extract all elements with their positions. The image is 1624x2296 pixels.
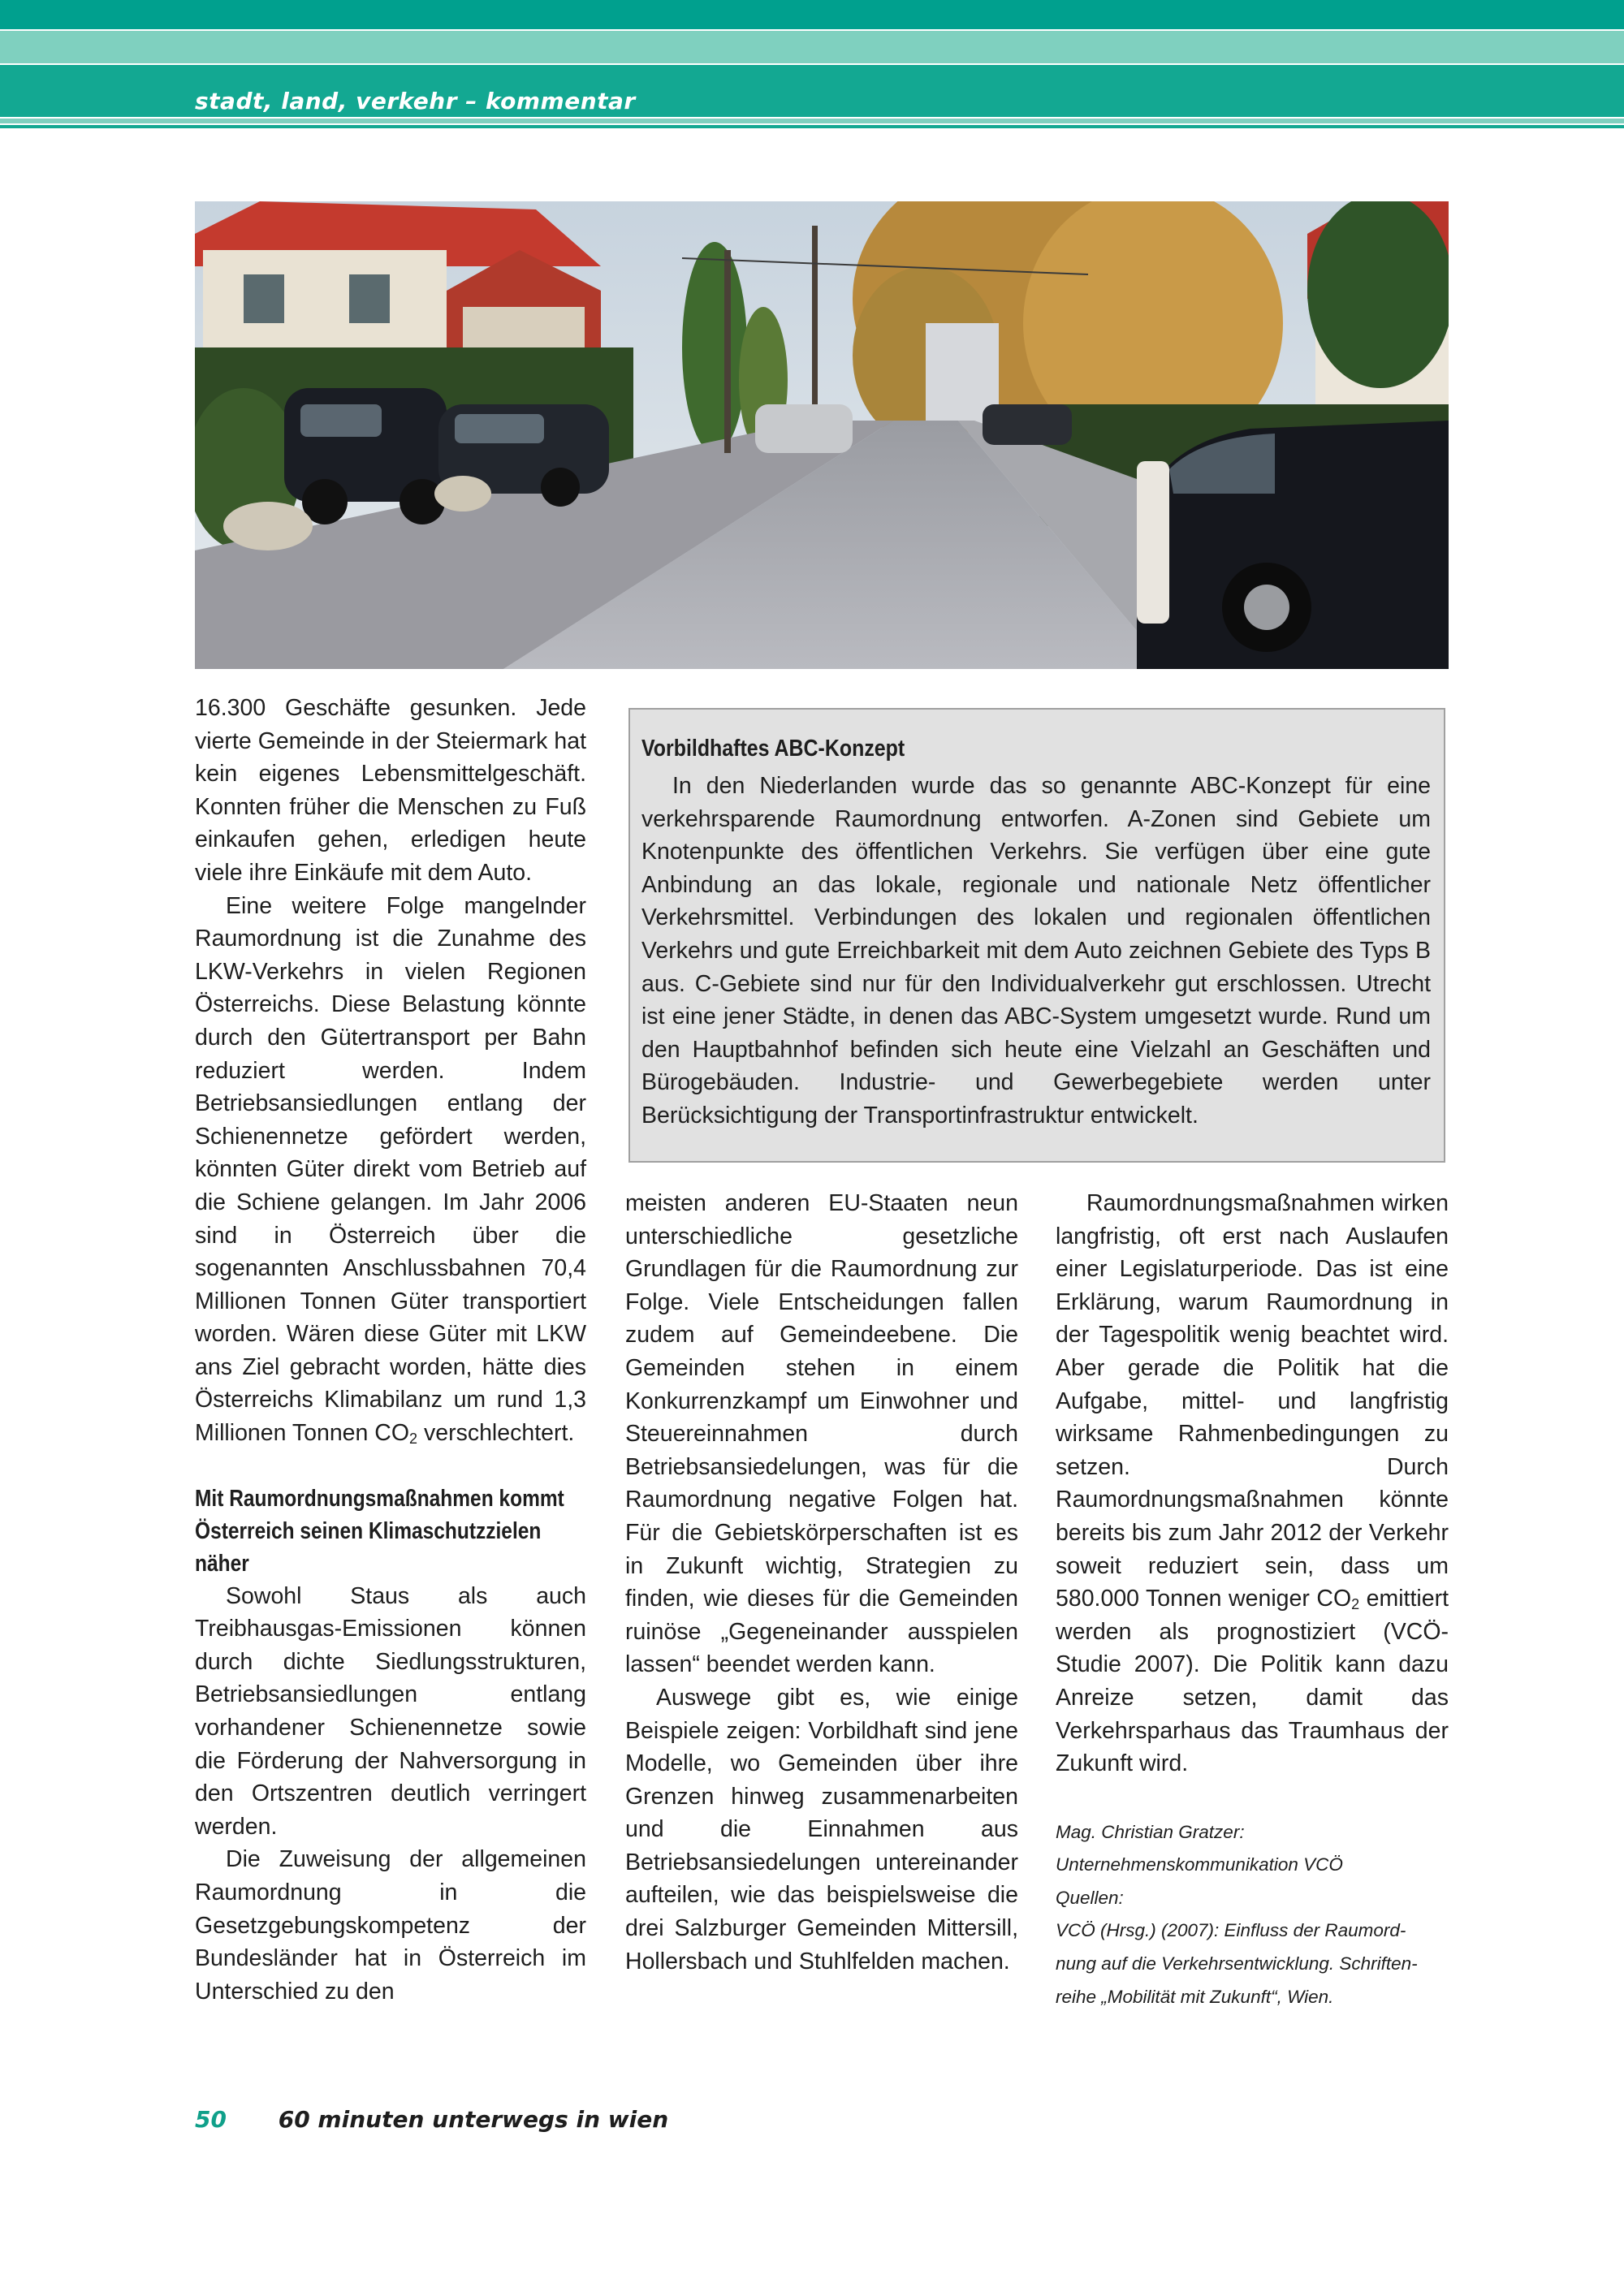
header-band-thin-light bbox=[0, 119, 1624, 123]
source-line-1: VCÖ (Hrsg.) (2007): Einfluss der Raumord- bbox=[1056, 1920, 1406, 1941]
footer-title: 60 minuten unterwegs in wien bbox=[278, 2106, 669, 2133]
header-band-thin-dark bbox=[0, 125, 1624, 128]
source-line-2: nung auf die Verkehrsentwicklung. Schriften- bbox=[1056, 1953, 1418, 1974]
col1-paragraph-3: Sowohl Staus als auch Treibhausgas-Emissionen können durch dichte Siedlungsstrukturen, Betriebsansiedlungen entlang vorhandener Schienennetze sowie die Förderung der Nahversorgung in den Ortszentren deutlich verringert werden. bbox=[195, 1582, 586, 1840]
col1-paragraph-2-text: Eine weitere Folge mangelnder Raumordnung ist die Zunahme des LKW-Verkehrs in vielen Regionen Österreichs. Diese Belastung könnte durch den Gütertransport per Bahn reduziert werden. Indem Betriebsansiedlungen entlang der Schienennetze gefördert werden, könnten Güter direkt vom Betrieb auf die Schiene gelangen. Im Jahr 2006 sind in Österreich über die sogenannten Anschlussbahnen 70,4 Millionen Tonnen Güter transportiert worden. Wären diese Güter mit LKW ans Ziel gebracht worden, hätte dies Österreichs Klimabilanz um rund 1,3 Millionen Tonnen bbox=[195, 892, 586, 1447]
co2-subscript: 2 bbox=[1351, 1596, 1360, 1613]
col1-paragraph-4: Die Zuweisung der allgemeinen Raumordnung in die Gesetzgebungskompetenz der Bundesländer hat in Österreich im Unterschied zu den bbox=[195, 1846, 586, 2005]
column-1 bbox=[195, 692, 586, 2008]
co2-text: CO bbox=[374, 1420, 410, 1447]
box-title: Vorbildhaftes ABC-Konzept bbox=[641, 736, 905, 762]
col3-paragraph-1-text: Raumordnungsmaßnahmen wirken langfristig, oft erst nach Auslaufen einer Legislaturperiode. Das ist eine Erklärung, warum Raumordnung in der Tagespolitik wenig beachtet wird. Aber gerade die Politik hat die Aufgabe, mittel- und langfristig wirksame Rahmenbedingungen zu setzen. Durch Raumordnungsmaßnahmen könnte bereits bis zum Jahr 2012 der Verkehr soweit reduziert sein, dass um 580.000 Tonnen weniger bbox=[1056, 1190, 1449, 1612]
column-2 bbox=[625, 1187, 1018, 1978]
credits bbox=[1056, 1816, 1449, 2014]
col1-paragraph-2 bbox=[195, 890, 586, 1450]
col1-paragraph-2-end: verschlechtert. bbox=[417, 1420, 575, 1447]
street-photo-icon bbox=[195, 201, 1449, 669]
box-text: In den Niederlanden wurde das so genannte ABC-Konzept für eine verkehrsparende Raumordnung entworfen. A-Zonen sind Gebiete um Knotenpunkte des öffentlichen Verkehrs. Sie verfügen über eine gute Anbindung an das lokale, regionale und nationale Netz öffentlicher Verkehrsmittel. Verbindungen des lokalen und regionalen öffentlichen Verkehrs und gute Erreichbarkeit mit dem Auto zeichnen Gebiete des Typs B aus. C-Gebiete sind nur für den Individualverkehr gut erschlossen. Utrecht ist eine jener Städte, in denen das ABC-System umgesetzt wurde. Rund um den Hauptbahnhof befinden sich heute eine Vielzahl an Geschäften und Bürogebäuden. Industrie- und Gewerbegebiete werden unter Berücksichtigung der Transportinfrastruktur entwickelt. bbox=[641, 773, 1431, 1129]
column-3 bbox=[1056, 1187, 1449, 2013]
credit-role: Unternehmenskommunikation VCÖ bbox=[1056, 1854, 1343, 1875]
abc-concept-box bbox=[628, 708, 1445, 1163]
sources-label: Quellen: bbox=[1056, 1887, 1124, 1908]
col3-paragraph-1-end: emittiert werden als prognostiziert (VCÖ-Studie 2007). Die Politik kann dazu Anreize setzen, damit das Verkehrsparhaus das Traumhaus der Zukunft wird. bbox=[1056, 1586, 1449, 1777]
section-title: stadt, land, verkehr – kommentar bbox=[195, 88, 636, 114]
col2-paragraph-2: Auswege gibt es, wie einige Beispiele zeigen: Vorbildhaft sind jene Modelle, wo Gemeinden über ihre Grenzen hinweg zusammenarbeiten und die Einnahmen aus Betriebsansiedelungen untereinander aufteilen, wie das beispielsweise die drei Salzburger Gemeinden Mittersill, Hollersbach und Stuhlfelden machen. bbox=[625, 1684, 1018, 1974]
co2-text: CO bbox=[1316, 1586, 1352, 1612]
header-band-light bbox=[0, 31, 1624, 63]
co2-subscript: 2 bbox=[409, 1431, 418, 1448]
credit-author: Mag. Christian Gratzer: bbox=[1056, 1821, 1245, 1842]
col3-paragraph-1 bbox=[1056, 1187, 1449, 1780]
page-number: 50 bbox=[195, 2106, 227, 2133]
subheading: Mit Raumordnungsmaßnahmen kommt Österreich seinen Klimaschutzzielen näher bbox=[195, 1485, 564, 1577]
footer bbox=[195, 2106, 668, 2133]
col1-paragraph-1: 16.300 Geschäfte gesunken. Jede vierte Gemeinde in der Steiermark hat kein eigenes Lebensmittelgeschäft. Konnten früher die Menschen zu Fuß einkaufen gehen, erledigen heute viele ihre Einkäufe mit dem Auto. bbox=[195, 695, 586, 886]
col2-paragraph-1: meisten anderen EU-Staaten neun unterschiedliche gesetzliche Grundlagen für die Raumordnung zur Folge. Viele Entscheidungen fallen zudem auf Gemeindeebene. Die Gemeinden stehen in einem Konkurrenzkampf um Einwohner und Steuereinnahmen durch Betriebsansiedelungen, was für die Raumordnung negative Folgen hat. Für die Gebietskörperschaften ist es in Zukunft wichtig, Strategien zu finden, wie dieses für die Gemeinden ruinöse „Gegeneinander ausspielen lassen“ beendet werden kann. bbox=[625, 1190, 1018, 1678]
source-line-3: reihe „Mobilität mit Zukunft“, Wien. bbox=[1056, 1986, 1334, 2007]
header-band-top bbox=[0, 0, 1624, 29]
